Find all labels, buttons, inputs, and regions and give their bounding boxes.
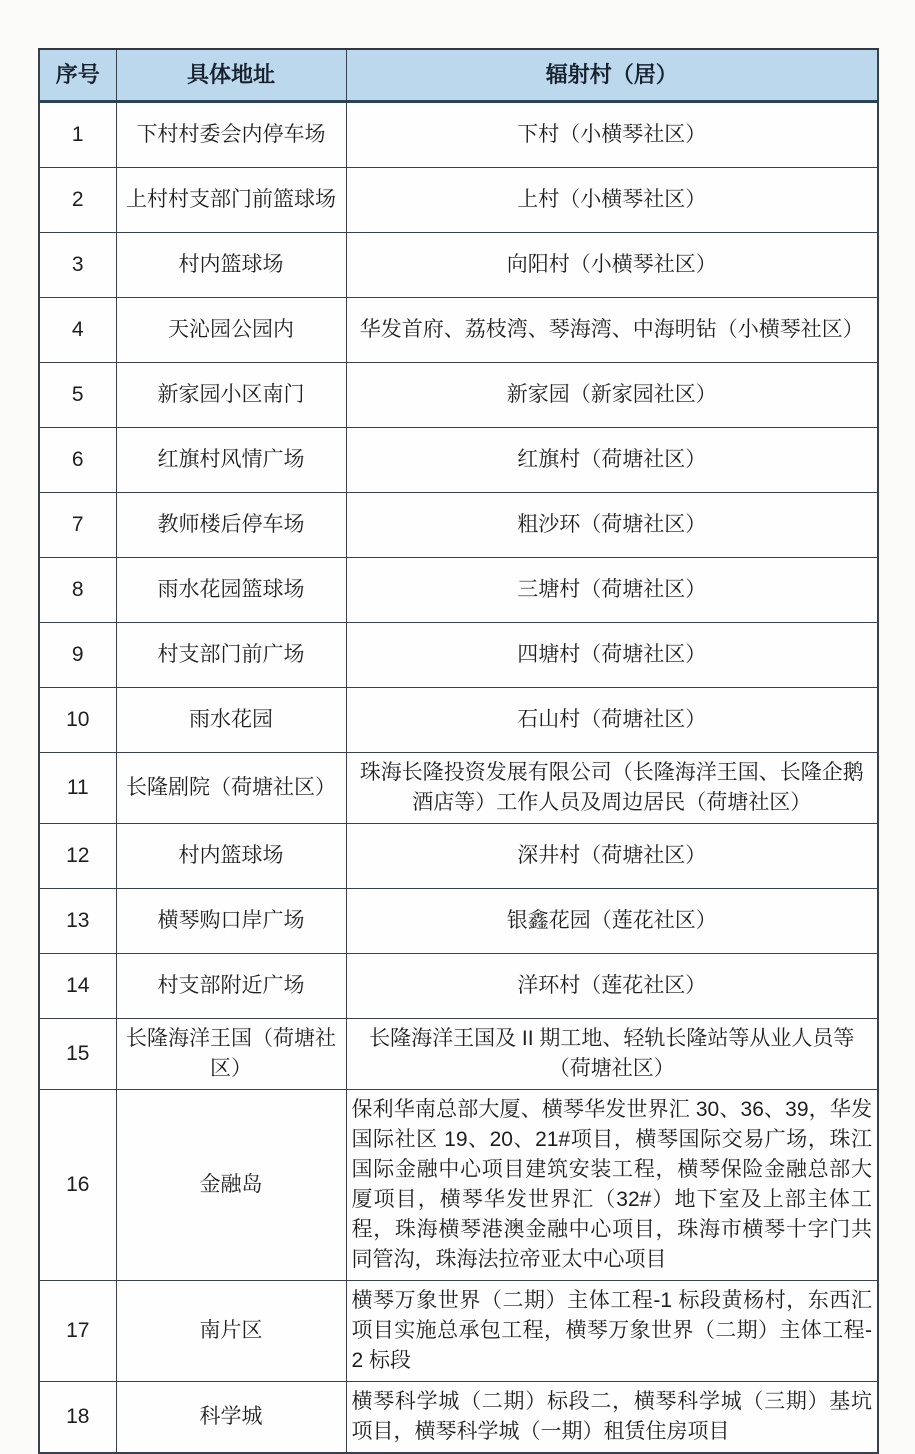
- cell-serial-number: 15: [39, 1019, 116, 1090]
- table-row: [39, 623, 878, 688]
- cell-villages: 保利华南总部大厦、横琴华发世界汇 30、36、39，华发国际社区 19、20、21#项目，横琴国际交易广场，珠江国际金融中心项目建筑安装工程，横琴保险金融总部大厦项目，横琴华发世界汇（32#）地下室及上部主体工程，珠海横琴港澳金融中心项目，珠海市横琴十字门共同管沟，珠海法拉帝亚太中心项目: [346, 1090, 878, 1281]
- cell-villages: 红旗村（荷塘社区）: [346, 428, 878, 493]
- cell-villages: 华发首府、荔枝湾、琴海湾、中海明钻（小横琴社区）: [346, 298, 878, 363]
- cell-serial-number: 3: [39, 233, 116, 298]
- cell-villages: 向阳村（小横琴社区）: [346, 233, 878, 298]
- cell-address: 雨水花园: [116, 688, 346, 753]
- cell-villages: 银鑫花园（莲花社区）: [346, 889, 878, 954]
- cell-villages: 新家园（新家园社区）: [346, 363, 878, 428]
- cell-villages: 深井村（荷塘社区）: [346, 824, 878, 889]
- cell-serial-number: 13: [39, 889, 116, 954]
- table-row: [39, 102, 878, 168]
- cell-villages: 横琴科学城（二期）标段二，横琴科学城（三期）基坑项目，横琴科学城（一期）租赁住房项目: [346, 1382, 878, 1454]
- cell-villages: 珠海长隆投资发展有限公司（长隆海洋王国、长隆企鹅酒店等）工作人员及周边居民（荷塘社区）: [346, 753, 878, 824]
- table-header: [39, 49, 878, 102]
- table-row: [39, 363, 878, 428]
- cell-address: 上村村支部门前篮球场: [116, 168, 346, 233]
- cell-villages: 上村（小横琴社区）: [346, 168, 878, 233]
- cell-serial-number: 9: [39, 623, 116, 688]
- table-row: [39, 753, 878, 824]
- cell-address: 村内篮球场: [116, 233, 346, 298]
- cell-address: 村内篮球场: [116, 824, 346, 889]
- table-row: [39, 298, 878, 363]
- cell-serial-number: 7: [39, 493, 116, 558]
- table-row: [39, 558, 878, 623]
- cell-address: 村支部附近广场: [116, 954, 346, 1019]
- cell-serial-number: 4: [39, 298, 116, 363]
- cell-villages: 横琴万象世界（二期）主体工程-1 标段黄杨村，东西汇项目实施总承包工程，横琴万象世界（二期）主体工程-2 标段: [346, 1281, 878, 1382]
- cell-villages: 三塘村（荷塘社区）: [346, 558, 878, 623]
- location-table-container: [38, 48, 877, 1454]
- cell-address: 教师楼后停车场: [116, 493, 346, 558]
- cell-serial-number: 12: [39, 824, 116, 889]
- cell-villages: 下村（小横琴社区）: [346, 102, 878, 168]
- cell-address: 红旗村风情广场: [116, 428, 346, 493]
- cell-serial-number: 11: [39, 753, 116, 824]
- header-cell-no: 序号: [39, 49, 116, 102]
- cell-serial-number: 6: [39, 428, 116, 493]
- header-cell-villages: 辐射村（居）: [346, 49, 878, 102]
- table-row: [39, 688, 878, 753]
- table-body: [39, 102, 878, 1454]
- cell-villages: 四塘村（荷塘社区）: [346, 623, 878, 688]
- cell-address: 南片区: [116, 1281, 346, 1382]
- cell-serial-number: 16: [39, 1090, 116, 1281]
- cell-address: 长隆剧院（荷塘社区）: [116, 753, 346, 824]
- table-row: [39, 1382, 878, 1454]
- table-row: [39, 954, 878, 1019]
- cell-serial-number: 14: [39, 954, 116, 1019]
- cell-villages: 洋环村（莲花社区）: [346, 954, 878, 1019]
- table-row: [39, 493, 878, 558]
- header-cell-address: 具体地址: [116, 49, 346, 102]
- cell-serial-number: 18: [39, 1382, 116, 1454]
- header-row: [39, 49, 878, 102]
- table-row: [39, 428, 878, 493]
- cell-villages: 石山村（荷塘社区）: [346, 688, 878, 753]
- cell-address: 村支部门前广场: [116, 623, 346, 688]
- cell-serial-number: 5: [39, 363, 116, 428]
- cell-address: 金融岛: [116, 1090, 346, 1281]
- cell-serial-number: 17: [39, 1281, 116, 1382]
- cell-address: 下村村委会内停车场: [116, 102, 346, 168]
- cell-address: 科学城: [116, 1382, 346, 1454]
- cell-address: 新家园小区南门: [116, 363, 346, 428]
- cell-serial-number: 1: [39, 102, 116, 168]
- cell-address: 长隆海洋王国（荷塘社区）: [116, 1019, 346, 1090]
- cell-villages: 长隆海洋王国及 II 期工地、轻轨长隆站等从业人员等（荷塘社区）: [346, 1019, 878, 1090]
- cell-villages: 粗沙环（荷塘社区）: [346, 493, 878, 558]
- table-row: [39, 889, 878, 954]
- table-row: [39, 1281, 878, 1382]
- table-row: [39, 1090, 878, 1281]
- radiation-village-table: [38, 48, 879, 1454]
- cell-address: 天沁园公园内: [116, 298, 346, 363]
- cell-serial-number: 8: [39, 558, 116, 623]
- cell-serial-number: 2: [39, 168, 116, 233]
- cell-serial-number: 10: [39, 688, 116, 753]
- table-row: [39, 233, 878, 298]
- table-row: [39, 824, 878, 889]
- cell-address: 雨水花园篮球场: [116, 558, 346, 623]
- table-row: [39, 1019, 878, 1090]
- cell-address: 横琴购口岸广场: [116, 889, 346, 954]
- table-row: [39, 168, 878, 233]
